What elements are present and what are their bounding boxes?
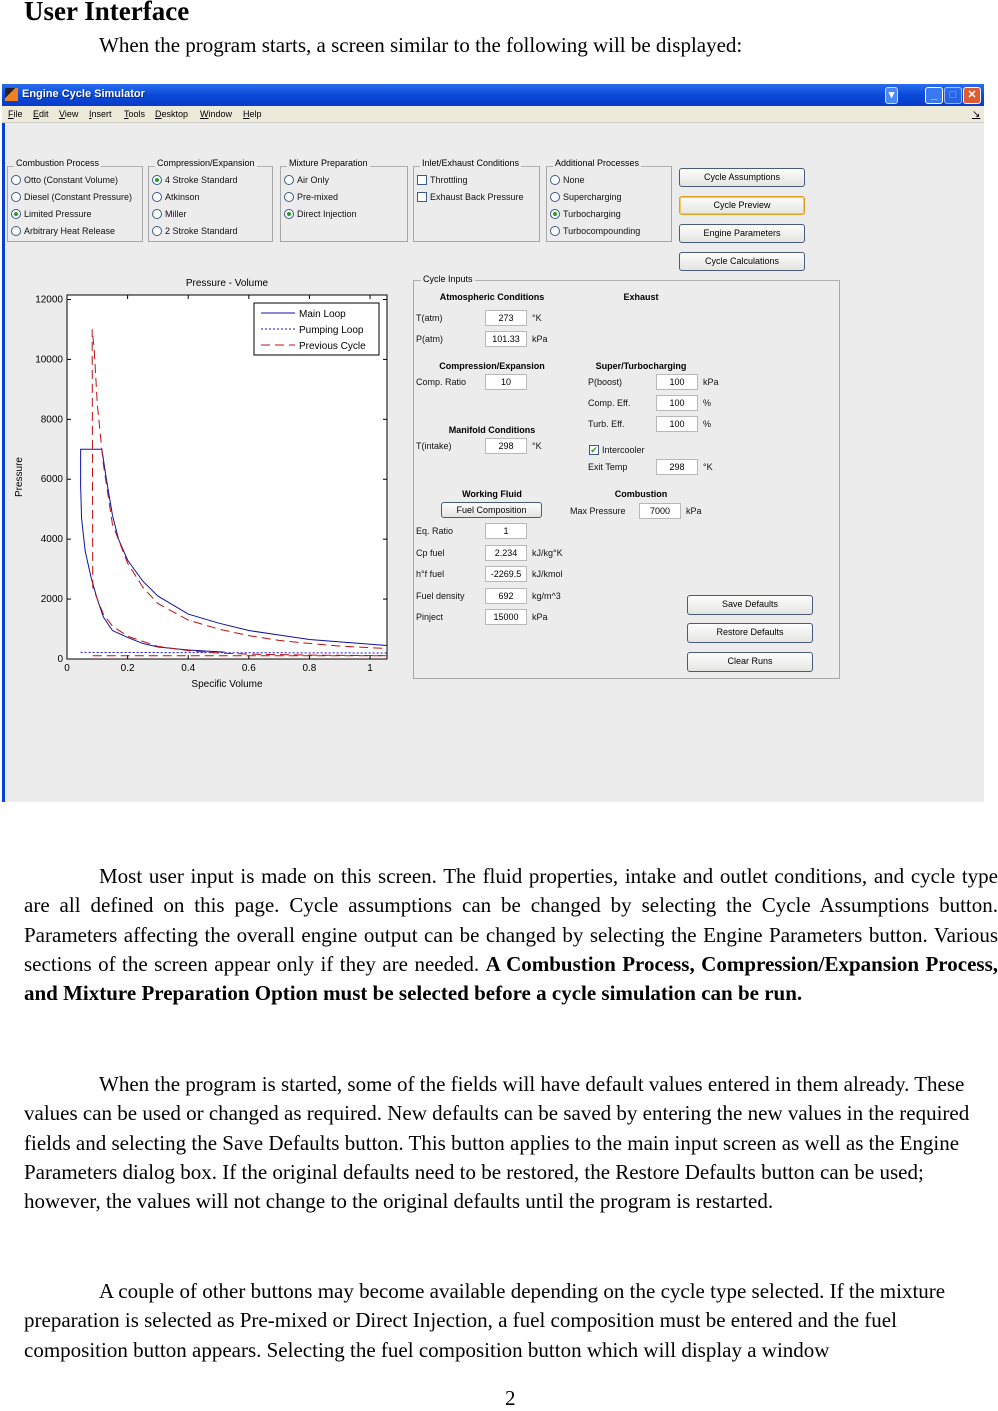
- exhaust-header: Exhaust: [623, 292, 659, 302]
- page-number: 2: [505, 1386, 516, 1410]
- y-tick-label: 8000: [40, 414, 63, 426]
- x-tick-label: 0.8: [302, 663, 317, 674]
- engine-parameters-button[interactable]: Engine Parameters: [679, 224, 805, 243]
- pinject-input[interactable]: 15000: [485, 609, 527, 625]
- radio-button[interactable]: [11, 226, 21, 236]
- comp-ratio-input[interactable]: 10: [485, 374, 527, 390]
- y-axis-label: Pressure: [14, 456, 25, 498]
- option-group-title: Additional Processes: [555, 158, 640, 168]
- fuel-density-label: Fuel density: [416, 591, 465, 601]
- paragraph-3: [24, 1277, 998, 1365]
- menu-view[interactable]: View: [59, 109, 79, 119]
- checkbox[interactable]: [417, 175, 427, 185]
- option-label[interactable]: Atkinson: [165, 192, 200, 202]
- menu-tools[interactable]: Tools: [124, 109, 146, 119]
- chart-title: Pressure - Volume: [185, 278, 269, 289]
- x-axis-label: Specific Volume: [191, 679, 263, 690]
- option-label[interactable]: Air Only: [297, 175, 330, 185]
- cycle-inputs-title: Cycle Inputs: [423, 274, 473, 284]
- option-label[interactable]: Exhaust Back Pressure: [430, 192, 524, 202]
- paragraph-1-bold: A Combustion Process, Compression/Expansion Process, and Mixture Preparation Option must be selected before a cycle simulation can be run.: [24, 951, 998, 1006]
- eq-ratio-label: Eq. Ratio: [416, 526, 454, 536]
- option-label[interactable]: Diesel (Constant Pressure): [24, 192, 133, 202]
- option-label[interactable]: Turbocompounding: [563, 226, 641, 236]
- x-tick-label: 0.6: [241, 663, 256, 674]
- p-boost-label: P(boost): [588, 377, 623, 387]
- comp-eff-input[interactable]: 100: [656, 395, 698, 411]
- minimize-button[interactable]: _: [925, 87, 943, 104]
- legend-entry: Main Loop: [299, 309, 346, 320]
- hf-fuel-input[interactable]: -2269.5: [485, 566, 527, 582]
- p-atm-label: P(atm): [416, 334, 443, 344]
- exit-temp-label: Exit Temp: [588, 462, 628, 472]
- option-label[interactable]: 4 Stroke Standard: [165, 175, 238, 185]
- option-label[interactable]: Pre-mixed: [297, 192, 339, 202]
- radio-button[interactable]: [550, 226, 560, 236]
- comp-ratio-label: Comp. Ratio: [416, 377, 467, 387]
- menu-file[interactable]: File: [8, 109, 23, 119]
- window-title: Engine Cycle Simulator: [22, 88, 145, 100]
- pinject-unit: kPa: [532, 612, 548, 622]
- y-tick-label: 10000: [35, 354, 63, 366]
- pv-chart: [0, 270, 400, 700]
- menu-bar: [2, 106, 984, 123]
- save-defaults-button[interactable]: Save Defaults: [687, 595, 813, 615]
- cp-fuel-label: Cp fuel: [416, 548, 445, 558]
- option-label[interactable]: Otto (Constant Volume): [24, 175, 119, 185]
- option-label[interactable]: Direct Injection: [297, 209, 357, 219]
- cycle-calculations-button[interactable]: Cycle Calculations: [679, 252, 805, 271]
- app-icon: [5, 88, 18, 101]
- p-atm-unit: kPa: [532, 334, 548, 344]
- compression-header: Compression/Expansion: [439, 361, 545, 371]
- exit-temp-input[interactable]: 298: [656, 459, 698, 475]
- y-tick-label: 6000: [40, 474, 63, 486]
- option-label[interactable]: 2 Stroke Standard: [165, 226, 238, 236]
- intro-text: When the program starts, a screen similar to the following will be displayed:: [99, 33, 743, 57]
- option-group-title: Compression/Expansion: [157, 158, 255, 168]
- radio-button[interactable]: [152, 175, 162, 185]
- menu-insert[interactable]: Insert: [89, 109, 112, 119]
- radio-button[interactable]: [550, 175, 560, 185]
- x-tick-label: 0: [64, 663, 70, 674]
- dock-arrow-icon[interactable]: ↘: [972, 109, 981, 120]
- t-intake-label: T(intake): [416, 441, 452, 451]
- option-label[interactable]: None: [563, 175, 585, 185]
- intercooler-checkbox[interactable]: ✔: [590, 445, 598, 455]
- y-tick-label: 4000: [40, 534, 63, 546]
- cycle-inputs-panel: [413, 280, 840, 679]
- x-tick-label: 0.4: [181, 663, 196, 674]
- radio-button[interactable]: [152, 226, 162, 236]
- legend-entry: Pumping Loop: [299, 325, 364, 336]
- t-intake-unit: °K: [532, 441, 542, 451]
- paragraph-1-text: Most user input is made on this screen. The fluid properties, intake and outlet conditions, and cycle type are all defined on this page. Cycle assumptions can be changed by selecting the Cycle Assumptions button. Parameters affecting the overall engine output can be changed by selecting the Engine Parameters button. Various sections of the screen appear only if they are needed.: [24, 864, 998, 976]
- eq-ratio-input[interactable]: 1: [485, 523, 527, 539]
- max-pressure-label: Max Pressure: [570, 506, 626, 516]
- y-tick-label: 2000: [40, 594, 63, 606]
- y-tick-label: 12000: [35, 294, 63, 306]
- fuel-density-input[interactable]: 692: [485, 588, 527, 604]
- option-label[interactable]: Supercharging: [563, 192, 622, 202]
- radio-button[interactable]: [11, 192, 21, 202]
- paragraph-1: [24, 862, 998, 1008]
- option-label[interactable]: Miller: [165, 209, 187, 219]
- t-atm-unit: °K: [532, 313, 542, 323]
- comp-eff-unit: %: [703, 398, 712, 408]
- combustion-header: Combustion: [614, 489, 668, 499]
- fuel-density-unit: kg/m^3: [532, 591, 561, 601]
- restore-defaults-button[interactable]: Restore Defaults: [687, 623, 813, 643]
- t-atm-input[interactable]: 273: [485, 310, 527, 326]
- checkbox[interactable]: [417, 192, 427, 202]
- option-group-title: Combustion Process: [16, 158, 100, 168]
- radio-button[interactable]: [152, 192, 162, 202]
- fuel-composition-button[interactable]: Fuel Composition: [441, 502, 542, 518]
- dock-menu-icon[interactable]: ▾: [885, 87, 898, 104]
- t-atm-label: T(atm): [416, 313, 443, 323]
- option-group-title: Inlet/Exhaust Conditions: [422, 158, 520, 168]
- cycle-assumptions-button[interactable]: Cycle Assumptions: [679, 168, 805, 187]
- hf-fuel-unit: kJ/kmol: [532, 569, 563, 579]
- title-bar: [2, 84, 984, 106]
- y-tick-label: 0: [57, 654, 63, 665]
- menu-help[interactable]: Help: [243, 109, 262, 119]
- radio-button[interactable]: [284, 192, 294, 202]
- menu-desktop[interactable]: Desktop: [155, 109, 189, 119]
- radio-button[interactable]: [550, 209, 560, 219]
- option-label[interactable]: Turbocharging: [563, 209, 621, 219]
- cp-fuel-unit: kJ/kg°K: [532, 548, 563, 558]
- max-pressure-unit: kPa: [686, 506, 702, 516]
- x-tick-label: 1: [367, 663, 373, 674]
- clear-runs-button[interactable]: Clear Runs: [687, 652, 813, 672]
- turbo-header: Super/Turbocharging: [595, 361, 687, 371]
- exit-temp-unit: °K: [703, 462, 713, 472]
- menu-window[interactable]: Window: [200, 109, 233, 119]
- close-button[interactable]: ✕: [963, 87, 981, 104]
- cp-fuel-input[interactable]: 2.234: [485, 545, 527, 561]
- maximize-button[interactable]: □: [944, 87, 962, 104]
- radio-button[interactable]: [284, 175, 294, 185]
- series-pumping-loop: [81, 652, 387, 653]
- turb-eff-unit: %: [703, 419, 712, 429]
- max-pressure-input[interactable]: 7000: [639, 503, 681, 519]
- option-group-title: Mixture Preparation: [289, 158, 368, 168]
- option-label[interactable]: Arbitrary Heat Release: [24, 226, 116, 236]
- working-fluid-header: Working Fluid: [462, 489, 522, 499]
- cycle-preview-button[interactable]: Cycle Preview: [679, 196, 805, 215]
- option-label[interactable]: Throttling: [430, 175, 468, 185]
- pinject-label: Pinject: [416, 612, 444, 622]
- comp-eff-label: Comp. Eff.: [588, 398, 631, 408]
- manifold-header: Manifold Conditions: [448, 425, 536, 435]
- menu-edit[interactable]: Edit: [33, 109, 49, 119]
- option-label[interactable]: Limited Pressure: [24, 209, 92, 219]
- turb-eff-input[interactable]: 100: [656, 416, 698, 432]
- atmospheric-header: Atmospheric Conditions: [439, 292, 545, 302]
- p-boost-input[interactable]: 100: [656, 374, 698, 390]
- legend-entry: Previous Cycle: [299, 341, 366, 352]
- radio-button[interactable]: [284, 209, 294, 219]
- intercooler-label: Intercooler: [602, 445, 645, 455]
- hf-fuel-label: h°f fuel: [416, 569, 445, 579]
- x-tick-label: 0.2: [120, 663, 135, 674]
- t-intake-input[interactable]: 298: [485, 438, 527, 454]
- radio-button[interactable]: [152, 209, 162, 219]
- paragraph-3-text: A couple of other buttons may become available depending on the cycle type selected. If the mixture preparation is selected as Pre-mixed or Direct Injection, a fuel composition must be entered and the fuel composition button appears. Selecting the fuel composition button which will display a window: [24, 1279, 946, 1362]
- turb-eff-label: Turb. Eff.: [588, 419, 625, 429]
- section-heading: User Interface: [24, 0, 190, 26]
- p-boost-unit: kPa: [703, 377, 719, 387]
- p-atm-input[interactable]: 101.33: [485, 331, 527, 347]
- radio-button[interactable]: [550, 192, 560, 202]
- radio-button[interactable]: [11, 175, 21, 185]
- paragraph-2: [24, 1070, 998, 1216]
- paragraph-2-text: When the program is started, some of the fields will have default values entered in them already. These values can be used or changed as required. New defaults can be saved by entering the new values in the required fields and selecting the Save Defaults button. This button applies to the main input screen as well as the Engine Parameters dialog box. If the original defaults need to be restored, the Restore Defaults button can be used; however, the values will not change to the original defaults until the program is restarted.: [24, 1072, 970, 1214]
- radio-button[interactable]: [11, 209, 21, 219]
